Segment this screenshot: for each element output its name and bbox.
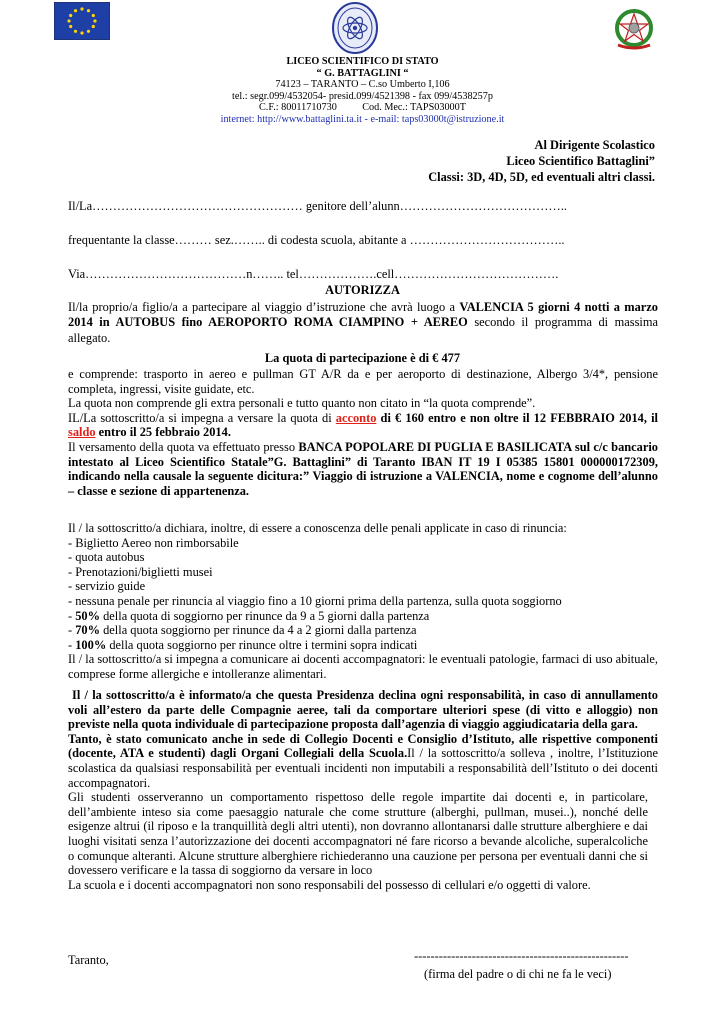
quota-payment-terms <box>68 411 658 440</box>
address-field-line[interactable]: Via…………………………………n…….. tel……………….cell…………………………………. <box>68 267 559 281</box>
letterhead <box>0 56 725 126</box>
school-phones: tel.: segr.099/4532054- presid.099/4521398 - fax 099/4538257p <box>232 90 493 102</box>
health-notice: Il / la sottoscritto/a si impegna a comunicare ai docenti accompagnatori: le eventuali patologie, farmaci di uso abituale, comprese forme allergiche e intolleranze alimentari. <box>68 652 658 681</box>
penalty-100: - 100% della quota soggiorno per rinunce oltre i termini sopra indicati <box>68 637 418 652</box>
penalty-item: - Prenotazioni/biglietti musei <box>68 564 213 579</box>
school-codes: C.F.: 80011710730 Cod. Mec.: TAPS03000T <box>259 102 466 114</box>
trip-paragraph <box>68 300 658 346</box>
trip-destination: VALENCIA 5 giorni 4 notti a marzo 2014 in AUTOBUS fino AEROPORTO ROMA CIAMPINO + AEREO <box>68 300 659 330</box>
penalty-70: - 70% della quota soggiorno per rinunce da 4 a 2 giorni dalla partenza <box>68 623 417 638</box>
saldo-label: saldo <box>68 425 96 440</box>
bank-pre: Il versamento della quota va effettuato presso <box>68 439 299 454</box>
school-internet[interactable]: internet: http://www.battaglini.ta.it - e-mail: taps03000t@istruzione.it <box>220 113 505 125</box>
penalty-50: - 50% della quota di soggiorno per rinunce da 9 a 5 giorni dalla partenza <box>68 608 430 623</box>
presidency-disclaimer: Il / la sottoscritto/a è informato/a che questa Presidenza declina ogni responsabilità, in caso di annullamento voli all’estero da parte delle Compagnie aeree, tali da comportare ulteriori spese (di vitto e alloggio) non previste nella quota individuale di partecipazione proposta dall’agenzia di viaggio aggiudicataria della gara. <box>68 688 658 732</box>
penalties-intro: Il / la sottoscritto/a dichiara, inoltre, di essere a conoscenza delle penali applicate in caso di rinuncia: <box>68 521 567 535</box>
terms-post: entro il 25 febbraio 2014. <box>95 425 231 440</box>
penalty-item: - servizio guide <box>68 579 146 594</box>
terms-mid: di € 160 entro e non oltre il 12 FEBBRAIO 2014, il <box>376 410 658 425</box>
responsibility-block <box>68 688 658 892</box>
quota-includes: e comprende: trasporto in aereo e pullman GT A/R da e per aeroporto di destinazione, Albergo 3/4*, pensione completa, ingressi, visite guidate, etc. <box>68 367 658 396</box>
acconto-label: acconto <box>335 410 377 425</box>
school-name: “ G. BATTAGLINI “ <box>316 67 409 79</box>
penalty-item: - Biglietto Aereo non rimborsabile <box>68 535 239 550</box>
bank-details: BANCA POPOLARE DI PUGLIA E BASILICATA sul c/c bancario intestato al Liceo Scientifico Statale”G. Battaglini” di Taranto IBAN IT 19 I 05385 15801 000000172309, indicando nella causale la seguente dicitura:” Viaggio di istruzione a VALENCIA, nome e cognome dell’alunno – classe e sezione di appartenenza. <box>68 439 658 498</box>
class-field-line[interactable]: frequentante la classe……… sez.…….. di codesta scuola, abitante a ……………………………….. <box>68 233 565 247</box>
council-notice: Tanto, è stato comunicato anche in sede di Collegio Docenti e Consiglio d’Istituto, alle rispettive componenti (docente, ATA e studenti) dagli Organi Collegiali della Scuola.Il / la sottoscritto/a solleva , inoltre, l’Istituzione scolastica da qualsiasi responsabilità per eventuali incidenti non imputabili a responsabilità dell’Istituto o dei docenti accompagnatori. <box>68 731 658 790</box>
bank-transfer <box>68 440 658 498</box>
trip-post: secondo il programma di massima allegato. <box>68 315 658 345</box>
place: Taranto, <box>68 953 109 967</box>
quota-title: La quota di partecipazione è di € 477 <box>264 351 461 365</box>
terms-pre: IL/La sottoscritto/a si impegna a versare la quota di <box>68 410 336 425</box>
school-emblem-icon <box>331 2 379 58</box>
school-address: 74123 – TARANTO – C.so Umberto I,106 <box>275 79 450 91</box>
signature-caption: (firma del padre o di chi ne fa le veci) <box>424 967 612 981</box>
recipient-line3: Classi: 3D, 4D, 5D, ed eventuali altri classi. <box>428 170 655 184</box>
school-type: LICEO SCIENTIFICO DI STATO <box>286 56 439 67</box>
recipient-line2: Liceo Scientifico Battaglini” <box>506 154 655 168</box>
penalty-item: - nessuna penale per rinuncia al viaggio fino a 10 giorni prima della partenza, sulla quota soggiorno <box>68 593 562 608</box>
signature-line[interactable]: ---------------------------------------------------- <box>414 949 629 963</box>
quota-excludes: La quota non comprende gli extra personali e tutto quanto non citato in “la quota comprende”. <box>68 396 536 411</box>
penalty-item: - quota autobus <box>68 550 145 565</box>
eu-flag-icon <box>54 2 110 40</box>
recipient-line1: Al Dirigente Scolastico <box>534 138 655 152</box>
recipient-block <box>295 137 655 185</box>
quota-block <box>68 367 658 498</box>
student-conduct: Gli studenti osserveranno un comportamento rispettoso delle regole impartite dai docenti e, in particolare, dell’ambiente inteso sia come paesaggio naturale che come strutture (alberghi, pullman, musei..), nonché delle esigenze altrui (il riposo e la tranquillità degli altri utenti), non dovranno allontanarsi dalle strutture alberghiere e dai luoghi visitati senza l’autorizzazione dei docenti accompagnatori né fare ricorso a bevande alcoliche, superalcoliche o comunque alteranti. Alcune strutture alberghiere richiederanno una cauzione per persona per eventuali danni che si dovessero verificare e la tassa di soggiorno da versare in loco <box>68 790 648 878</box>
valuables-notice: La scuola e i docenti accompagnatori non sono responsabili del possesso di cellulari e/o oggetti di valore. <box>68 877 591 892</box>
authorize-title: AUTORIZZA <box>325 283 400 297</box>
penalties-block <box>68 521 658 682</box>
republic-emblem-icon <box>612 7 656 51</box>
parent-field-line[interactable]: Il/La…………………………………………… genitore dell’alunn………………………………….. <box>68 199 568 213</box>
trip-pre: Il/la proprio/a figlio/a a partecipare al viaggio d’istruzione che avrà luogo a <box>68 300 460 314</box>
